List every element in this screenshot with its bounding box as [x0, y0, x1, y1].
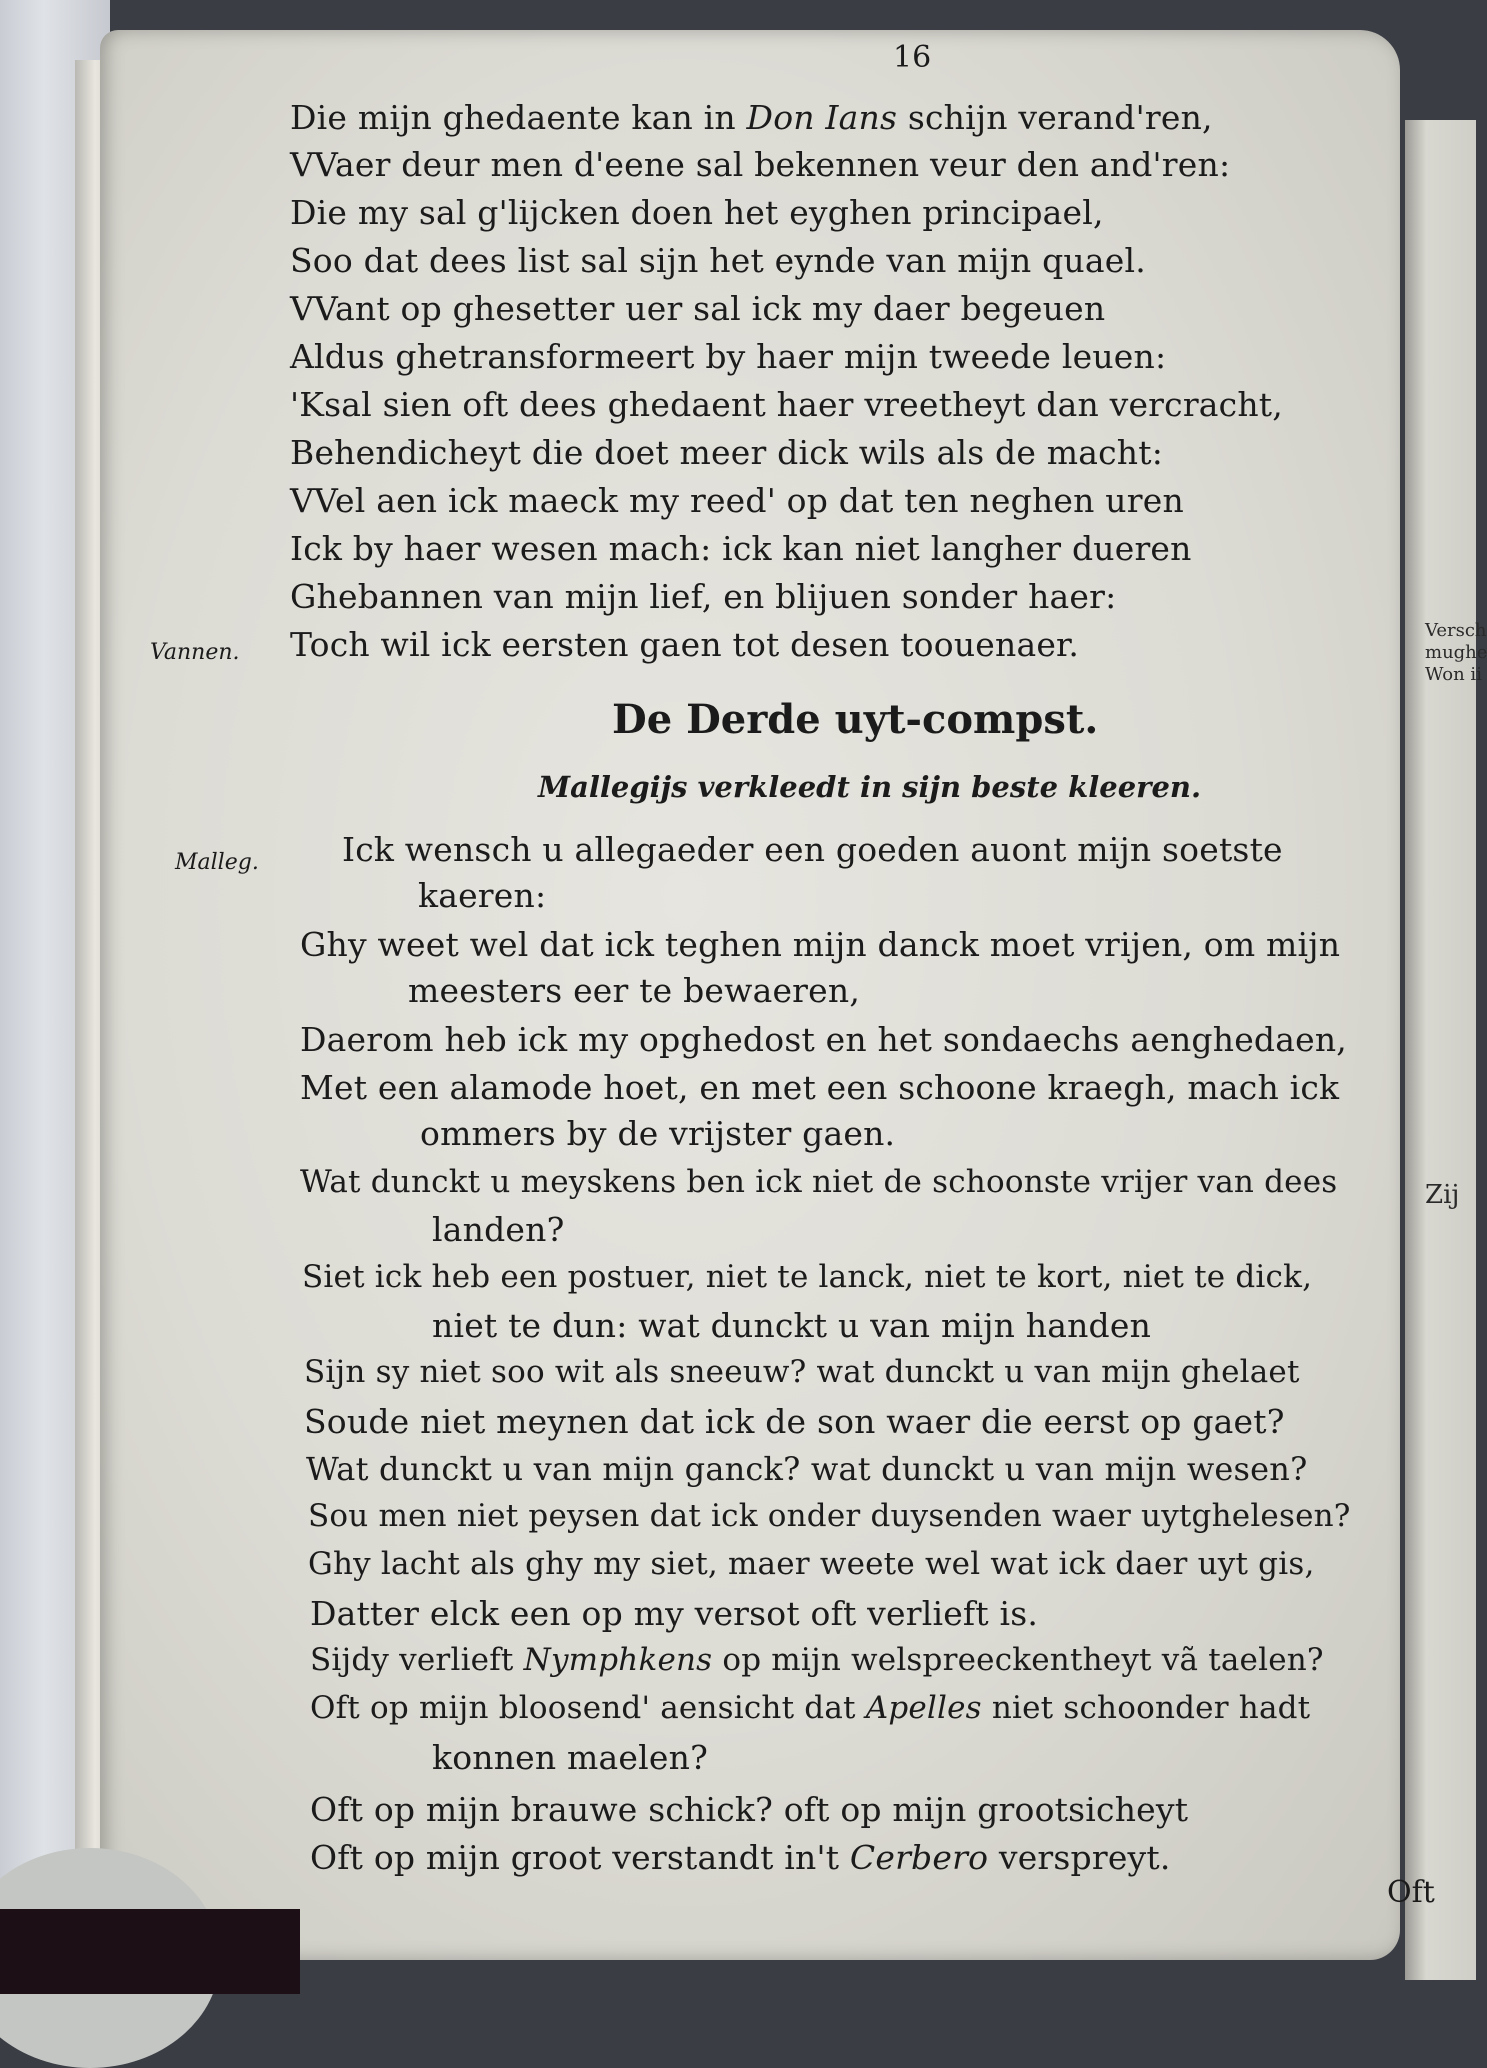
speech-line: Datter elck een op my versot oft verlieft is.	[310, 1594, 1039, 1633]
verse-line: VVel aen ick maeck my reed' op dat ten neghen uren	[290, 481, 1184, 520]
scene-heading: De Derde uyt-compst.	[612, 696, 1099, 743]
facing-page-edge	[1405, 120, 1487, 1980]
speech-line: Wat dunckt u van mijn ganck? wat dunckt u van mijn wesen?	[306, 1450, 1308, 1488]
speech-line: Ghy weet wel dat ick teghen mijn danck moet vrijen, om mijn	[300, 925, 1341, 964]
speech-line: meesters eer te bewaeren,	[408, 971, 861, 1010]
verse-line: Behendicheyt die doet meer dick wils als de macht:	[290, 433, 1164, 472]
speech-line: Daerom heb ick my opghedost en het sondaechs aenghedaen,	[300, 1020, 1347, 1059]
speech-line: Sijn sy niet soo wit als sneeuw? wat dunckt u van mijn ghelaet	[304, 1354, 1300, 1390]
catchword: Oft	[1387, 1875, 1435, 1910]
speech-line: landen?	[432, 1210, 565, 1249]
verse-line: VVant op ghesetter uer sal ick my daer begeuen	[290, 289, 1106, 328]
verse-line: Ghebannen van mijn lief, en blijuen sonder haer:	[290, 577, 1117, 616]
facing-page-fragment: Zij	[1425, 1180, 1460, 1210]
speech-line: Met een alamode hoet, en met een schoone kraegh, mach ick	[300, 1068, 1340, 1107]
speech-line: Ick wensch u allegaeder een goeden auont mijn soetste	[342, 830, 1283, 869]
speech-line: niet te dun: wat dunckt u van mijn handen	[432, 1306, 1152, 1345]
facing-page-fragment: Won ii	[1425, 664, 1482, 685]
speech-line: konnen maelen?	[432, 1738, 708, 1777]
verse-line: Die my sal g'lijcken doen het eyghen principael,	[290, 193, 1104, 232]
speech-line: kaeren:	[418, 876, 547, 915]
speaker-name: Malleg.	[175, 850, 259, 875]
speech-line: Sijdy verlieft Nymphkens op mijn welspreeckentheyt vã taelen?	[310, 1642, 1324, 1678]
facing-page-fragment: Versch	[1425, 620, 1487, 641]
verse-line: Ick by haer wesen mach: ick kan niet langher dueren	[290, 529, 1192, 568]
speech-line: Oft op mijn bloosend' aensicht dat Apelles niet schoonder hadt	[310, 1690, 1311, 1726]
corner-shadow	[0, 1909, 300, 1994]
speech-line: Ghy lacht als ghy my siet, maer weete wel wat ick daer uyt gis,	[308, 1546, 1315, 1582]
speech-line: Sou men niet peysen dat ick onder duysenden waer uytghelesen?	[308, 1498, 1351, 1534]
speech-line: Oft op mijn groot verstandt in't Cerbero verspreyt.	[310, 1838, 1171, 1877]
verse-line: Die mijn ghedaente kan in Don Ians schijn verand'ren,	[290, 98, 1213, 137]
verse-line: Toch wil ick eersten gaen tot desen toouenaer.	[290, 625, 1080, 664]
verse-line: VVaer deur men d'eene sal bekennen veur den and'ren:	[290, 145, 1231, 184]
facing-page-fragment: mughe	[1425, 642, 1487, 663]
speech-line: Soude niet meynen dat ick de son waer die eerst op gaet?	[304, 1402, 1285, 1441]
verse-line: Aldus ghetransformeert by haer mijn tweede leuen:	[290, 337, 1167, 376]
verse-line: 'Ksal sien oft dees ghedaent haer vreetheyt dan vercracht,	[290, 385, 1283, 424]
speech-line: Oft op mijn brauwe schick? oft op mijn grootsicheyt	[310, 1790, 1189, 1829]
verse-line: Soo dat dees list sal sijn het eynde van mijn quael.	[290, 241, 1146, 280]
speech-line: Siet ick heb een postuer, niet te lanck, niet te kort, niet te dick,	[302, 1259, 1313, 1295]
margin-note-exit: Vannen.	[150, 640, 240, 665]
speech-line: Wat dunckt u meyskens ben ick niet de schoonste vrijer van dees	[300, 1164, 1338, 1200]
speech-line: ommers by de vrijster gaen.	[420, 1114, 896, 1153]
page-number: 16	[893, 40, 932, 75]
stage-direction: Mallegijs verkleedt in sijn beste kleeren.	[538, 770, 1202, 804]
